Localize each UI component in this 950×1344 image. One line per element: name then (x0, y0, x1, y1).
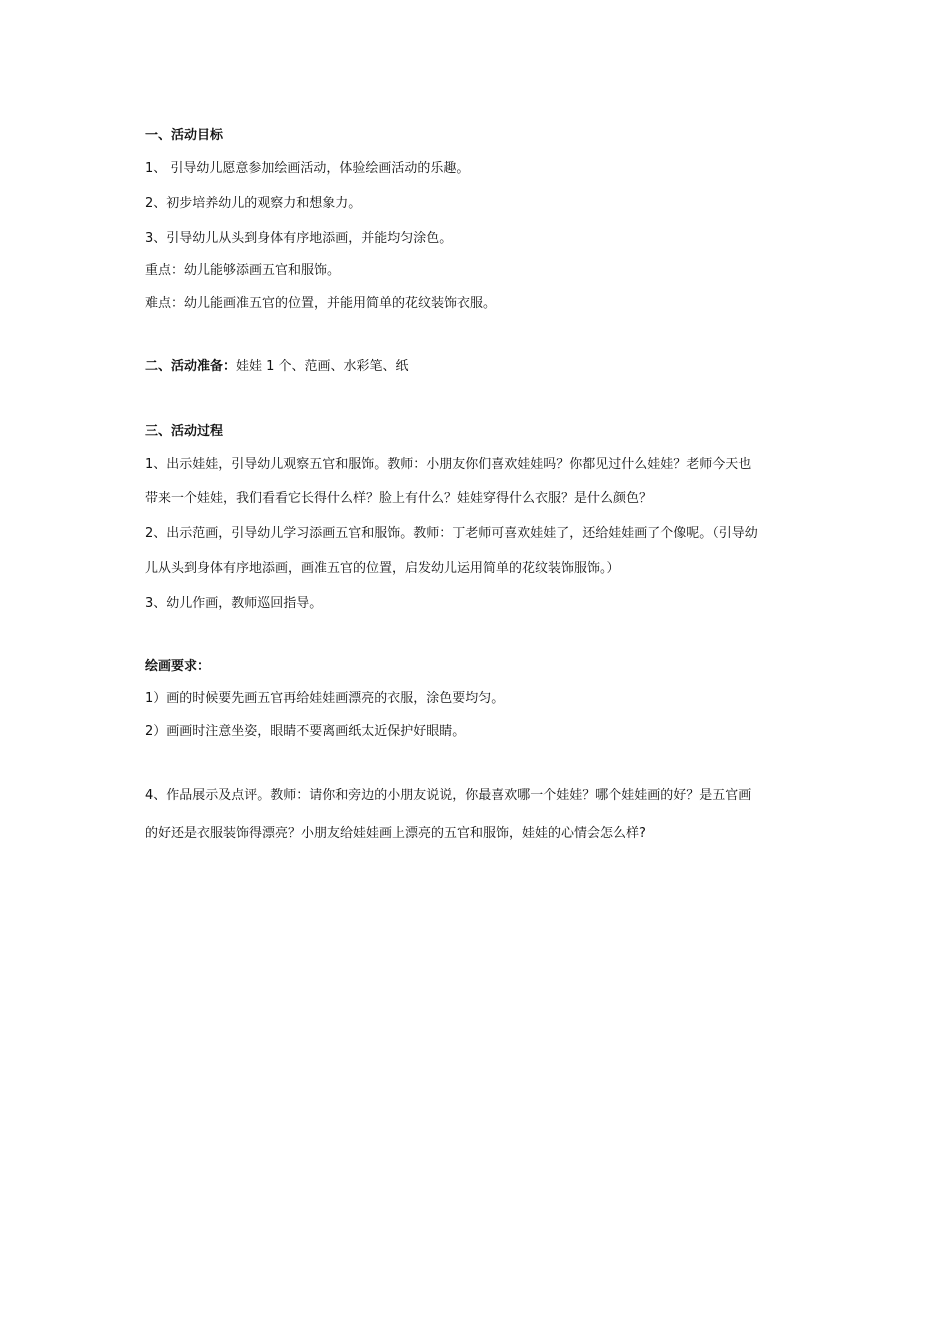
step4-line1: 4、作品展示及点评。教师：请你和旁边的小朋友说说，你最喜欢哪一个娃娃？哪个娃娃画的好？是五官画 (145, 788, 752, 803)
section2-line (145, 358, 409, 376)
goal-item-3: 3、引导幼儿从头到身体有序地添画，并能均匀涂色。 (145, 231, 453, 246)
step2-line1: 2、出示范画，引导幼儿学习添画五官和服饰。教师：丁老师可喜欢娃娃了，还给娃娃画了个像呢。（引导幼 (145, 526, 758, 541)
step3: 3、幼儿作画，教师巡回指导。 (145, 596, 323, 611)
step2-line2: 儿从头到身体有序地添画，画准五官的位置，启发幼儿运用简单的花纹装饰服饰。） (145, 561, 620, 576)
difficulty-point: 难点：幼儿能画准五官的位置，并能用简单的花纹装饰衣服。 (145, 296, 497, 311)
key-point: 重点：幼儿能够添画五官和服饰。 (145, 263, 341, 278)
step1-line2: 带来一个娃娃，我们看看它长得什么样？脸上有什么？娃娃穿得什么衣服？是什么颜色？ (145, 491, 653, 506)
section1-heading: 一、活动目标 (145, 128, 224, 143)
step1-line1: 1、出示娃娃，引导幼儿观察五官和服饰。教师：小朋友你们喜欢娃娃吗？你都见过什么娃娃？老师今天也 (145, 457, 752, 472)
section2-heading: 二、活动准备： (145, 359, 237, 374)
requirement-2: 2）画画时注意坐姿，眼睛不要离画纸太近保护好眼睛。 (145, 724, 466, 739)
section3-heading: 三、活动过程 (145, 424, 224, 439)
requirement-1: 1）画的时候要先画五官再给娃娃画漂亮的衣服，涂色要均匀。 (145, 691, 505, 706)
goal-item-1: 1、 引导幼儿愿意参加绘画活动，体验绘画活动的乐趣。 (145, 161, 470, 176)
section2-materials: 娃娃 1 个、范画、水彩笔、纸 (236, 359, 409, 374)
goal-item-2: 2、初步培养幼儿的观察力和想象力。 (145, 196, 362, 211)
step4-line2: 的好还是衣服装饰得漂亮？小朋友给娃娃画上漂亮的五官和服饰，娃娃的心情会怎么样? (145, 826, 646, 841)
requirements-heading: 绘画要求： (145, 659, 211, 674)
